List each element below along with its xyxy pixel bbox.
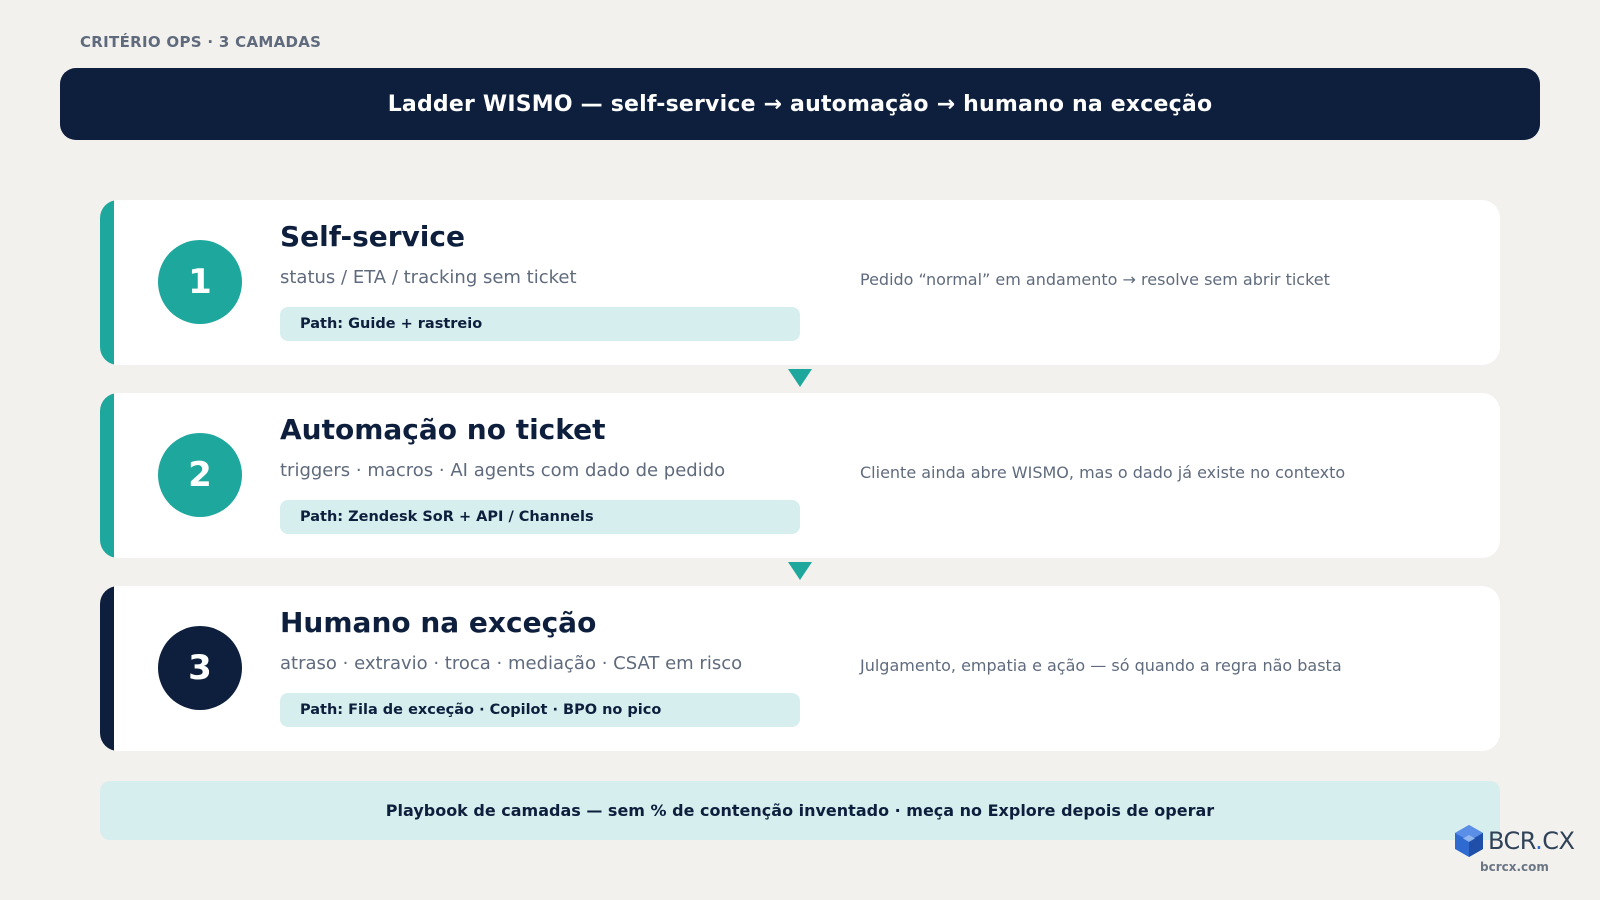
- layer-card-2: [100, 393, 1500, 558]
- layer-path-label: Path: Zendesk SoR + API / Channels: [300, 509, 594, 525]
- layer-path-pill: [280, 693, 800, 727]
- page-title: Ladder WISMO — self-service → automação → humano na exceção: [387, 91, 1213, 117]
- step-number-badge: 2: [158, 433, 242, 517]
- layer-subtitle: status / ETA / tracking sem ticket: [280, 267, 577, 288]
- layer-accent-bar: [100, 586, 114, 751]
- layer-subtitle: triggers · macros · AI agents com dado de pedido: [280, 460, 726, 481]
- layer-card-1: [100, 200, 1500, 365]
- layer-note: Julgamento, empatia e ação — só quando a regra não basta: [860, 656, 1342, 675]
- layer-path-pill: [280, 500, 800, 534]
- layer-accent-bar: [100, 200, 114, 365]
- layer-path-label: Path: Fila de exceção · Copilot · BPO no pico: [300, 702, 662, 718]
- layer-note: Cliente ainda abre WISMO, mas o dado já existe no contexto: [860, 463, 1346, 482]
- layer-title: Automação no ticket: [280, 413, 606, 446]
- down-arrow-icon: [788, 369, 812, 387]
- step-number-badge: 3: [158, 626, 242, 710]
- title-banner: [60, 68, 1540, 140]
- layer-card-3: [100, 586, 1500, 751]
- layer-path-pill: [280, 307, 800, 341]
- kicker-label: CRITÉRIO OPS · 3 CAMADAS: [80, 33, 322, 51]
- step-number-badge: 1: [158, 240, 242, 324]
- footer-text: Playbook de camadas — sem % de contenção inventado · meça no Explore depois de operar: [385, 801, 1215, 820]
- layer-subtitle: atraso · extravio · troca · mediação · CSAT em risco: [280, 653, 743, 674]
- layer-note: Pedido “normal” em andamento → resolve sem abrir ticket: [860, 270, 1330, 289]
- cube-icon: [1454, 824, 1484, 858]
- brand-logo: [1454, 824, 1579, 876]
- layer-path-label: Path: Guide + rastreio: [300, 316, 483, 332]
- logo-site-url: bcrcx.com: [1480, 860, 1549, 874]
- layer-title: Humano na exceção: [280, 606, 597, 639]
- footer-callout: [100, 781, 1500, 840]
- layer-title: Self-service: [280, 220, 465, 253]
- layer-accent-bar: [100, 393, 114, 558]
- logo-wordmark: BCR.CX: [1488, 827, 1575, 855]
- down-arrow-icon: [788, 562, 812, 580]
